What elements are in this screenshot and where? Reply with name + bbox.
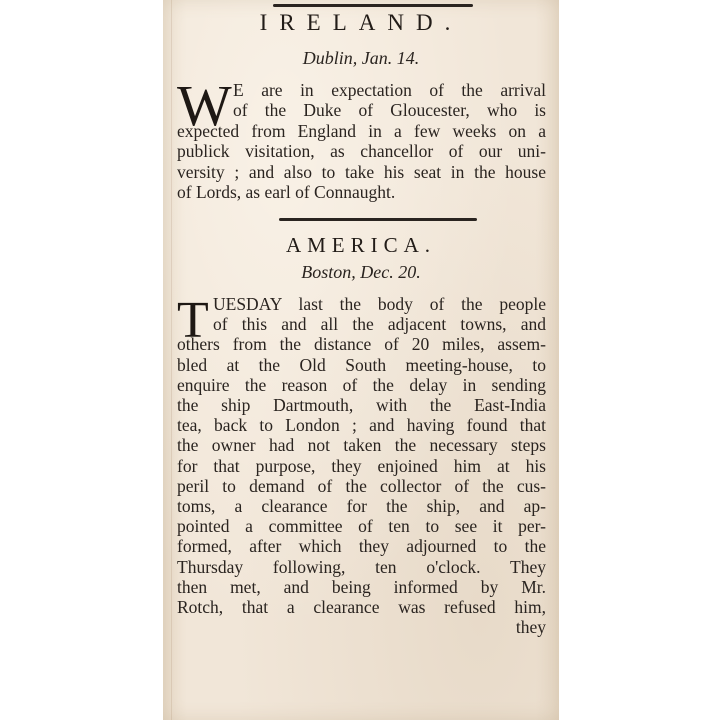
article-line: Rotch, that a clearance was refused him, bbox=[177, 597, 546, 618]
ireland-article bbox=[177, 73, 546, 203]
article-line: others from the distance of 20 miles, assem- bbox=[177, 334, 546, 355]
article-line: pointed a committee of ten to see it per- bbox=[177, 516, 546, 537]
article-line: tea, back to London ; and having found that bbox=[177, 415, 546, 436]
boston-dateline: Boston, Dec. 20. bbox=[301, 262, 421, 282]
article-line: UESDAY last the body of the people bbox=[213, 294, 546, 314]
article-line: Thursday following, ten o'clock. They bbox=[177, 556, 546, 577]
article-line: peril to demand of the collector of the cus- bbox=[177, 475, 546, 496]
article-line: the owner had not taken the necessary steps bbox=[177, 435, 546, 456]
article-line: publick visitation, as chancellor of our uni- bbox=[177, 141, 546, 162]
article-line: formed, after which they adjourned to the bbox=[177, 536, 546, 557]
section-divider-rule bbox=[279, 218, 477, 221]
article-line: for that purpose, they enjoined him at his bbox=[177, 455, 546, 476]
article-line: versity ; and also to take his seat in the house bbox=[177, 161, 546, 182]
catchword: they bbox=[515, 617, 546, 638]
article-line: then met, and being informed by Mr. bbox=[177, 576, 546, 597]
dublin-dateline: Dublin, Jan. 14. bbox=[302, 48, 420, 68]
america-article bbox=[177, 294, 546, 637]
article-line: toms, a clearance for the ship, and ap- bbox=[177, 496, 546, 517]
paper-edge-shade bbox=[171, 0, 172, 720]
ireland-dropcap: W bbox=[177, 73, 232, 138]
article-line: E are in expectation of the arrival bbox=[233, 80, 546, 100]
article-line: bled at the Old South meeting-house, to bbox=[177, 354, 546, 375]
america-heading: AMERICA. bbox=[285, 233, 437, 257]
article-line: of the Duke of Gloucester, who is bbox=[233, 100, 546, 121]
newspaper-page bbox=[163, 0, 559, 720]
article-line: expected from England in a few weeks on a bbox=[177, 120, 546, 141]
ireland-heading: IRELAND. bbox=[259, 10, 463, 35]
america-dropcap: T bbox=[177, 292, 209, 349]
article-line: of this and all the adjacent towns, and bbox=[213, 314, 546, 335]
article-line: enquire the reason of the delay in sending bbox=[177, 374, 546, 395]
article-line: the ship Dartmouth, with the East-India bbox=[177, 395, 546, 416]
article-line: of Lords, as earl of Connaught. bbox=[177, 182, 396, 203]
top-rule bbox=[273, 4, 473, 7]
